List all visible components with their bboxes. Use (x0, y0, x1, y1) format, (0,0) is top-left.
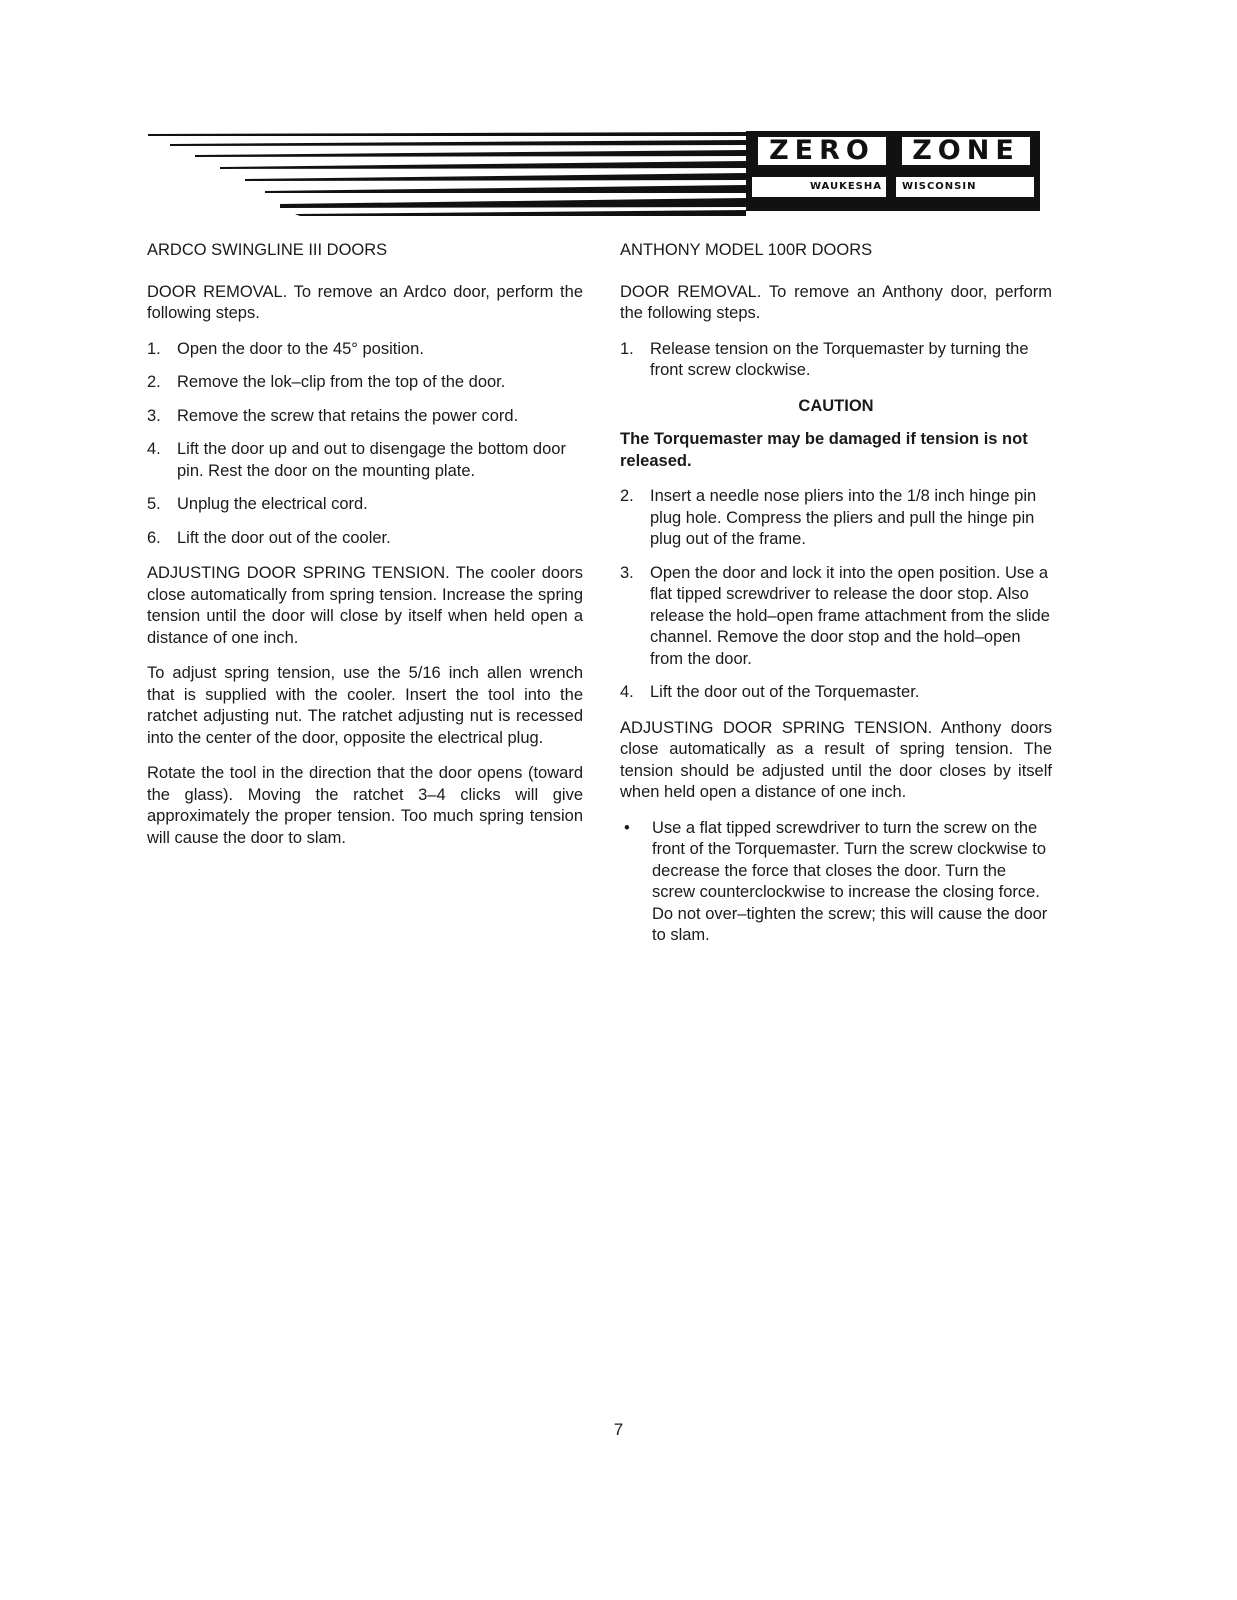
ardco-removal-steps (147, 339, 583, 550)
caution-title: CAUTION (798, 396, 874, 415)
step-text: Lift the door out of the Torquemaster. (650, 683, 920, 701)
right-column (620, 240, 1052, 947)
left-column (147, 240, 583, 863)
list-item (147, 439, 583, 482)
section-heading-anthony: ANTHONY MODEL 100R DOORS (620, 241, 873, 259)
step-text: Open the door to the 45° position. (177, 339, 424, 358)
step-number: 3. (147, 406, 161, 425)
step-number: 2. (147, 373, 161, 391)
list-item (147, 528, 583, 550)
list-item (620, 563, 1052, 671)
adjusting-tension-paragraph: ADJUSTING DOOR SPRING TENSION. The cooler doors close automatically from spring tension. Increase the spring tension until the door will close by itself when held open a distance of one inch. (147, 564, 583, 647)
allen-wrench-paragraph: To adjust spring tension, use the 5/16 inch allen wrench that is supplied with the cooler. Insert the tool into the ratchet adjusting nut. The ratchet adjusting nut is recessed into the center of the door, opposite the electrical plug. (147, 664, 583, 747)
step-number: 4. (147, 440, 161, 458)
step-number: 5. (147, 495, 161, 513)
step-number: 6. (147, 528, 161, 547)
bullet-text: Use a flat tipped screwdriver to turn the screw on the front of the Torquemaster. Turn the screw clockwise to decrease the force that closes the door. Turn the screw counterclockwise to increase the closing force. Do not over–tighten the screw; this will cause the door to slam. (652, 818, 1048, 944)
step-text: Unplug the electrical cord. (177, 495, 368, 513)
anthony-removal-steps (620, 486, 1052, 704)
step-number: 4. (620, 683, 634, 701)
bullet-item (620, 818, 1052, 947)
step-number: 2. (620, 487, 634, 505)
zero-zone-logo (746, 131, 1040, 211)
step-text: Remove the screw that retains the power cord. (177, 406, 519, 425)
caution-text: The Torquemaster may be damaged if tension is not released. (620, 430, 1028, 470)
bullet-dot-icon: • (624, 818, 630, 837)
list-item (620, 486, 1052, 551)
list-item (147, 339, 583, 361)
page-number: 7 (613, 1420, 624, 1439)
step-number: 3. (620, 563, 634, 582)
list-item (147, 406, 583, 428)
step-text: Remove the lok–clip from the top of the door. (177, 373, 506, 391)
logo-state: WISCONSIN (896, 177, 1034, 197)
step-text: Open the door and lock it into the open position. Use a flat tipped screwdriver to release the door stop. Also release the hold–open frame attachment from the slide channel. Remove the door stop and the hold–open from the door. (650, 563, 1050, 668)
list-item (147, 372, 583, 394)
step-number: 1. (147, 339, 161, 358)
list-item (620, 682, 1052, 704)
adjusting-tension-paragraph: ADJUSTING DOOR SPRING TENSION. Anthony doors close automatically as a result of spring tension. The tension should be adjusted until the door closes by itself when held open a distance of one inch. (620, 718, 1052, 801)
section-heading-ardco: ARDCO SWINGLINE III DOORS (147, 241, 388, 259)
logo-word-zone: ZONE (902, 137, 1030, 165)
list-item (147, 494, 583, 516)
step-text: Insert a needle nose pliers into the 1/8 inch hinge pin plug hole. Compress the pliers and pull the hinge pin plug out of the frame. (650, 487, 1037, 548)
step-text: Lift the door up and out to disengage the bottom door pin. Rest the door on the mounting plate. (177, 440, 566, 480)
logo-word-zero: ZERO (758, 137, 886, 165)
anthony-removal-step-1 (620, 339, 1052, 382)
door-removal-intro: DOOR REMOVAL. To remove an Ardco door, perform the following steps. (147, 282, 583, 322)
step-text: Release tension on the Torquemaster by turning the front screw clockwise. (650, 339, 1029, 379)
list-item (620, 339, 1052, 382)
rotate-tool-paragraph: Rotate the tool in the direction that the door opens (toward the glass). Moving the ratchet 3–4 clicks will give approximately the proper tension. Too much spring tension will cause the door to slam. (147, 764, 583, 847)
door-removal-intro: DOOR REMOVAL. To remove an Anthony door, perform the following steps. (620, 282, 1052, 322)
step-number: 1. (620, 339, 634, 358)
logo-city: WAUKESHA (752, 177, 886, 197)
step-text: Lift the door out of the cooler. (177, 528, 391, 547)
